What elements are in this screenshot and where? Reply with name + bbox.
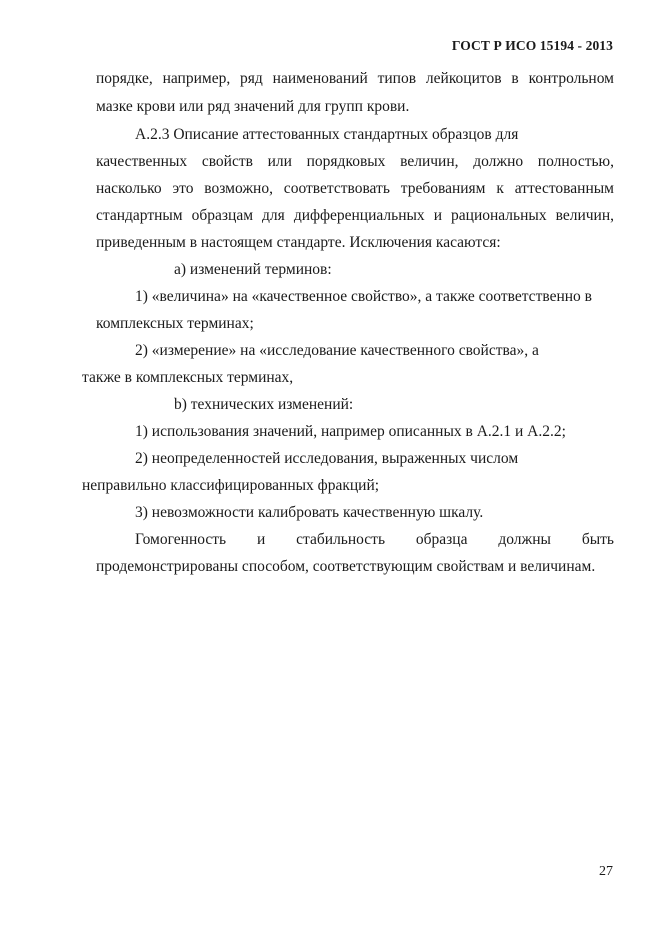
text-line: стандартным образцам для дифференциальных и рациональных величин, — [96, 207, 614, 224]
section-heading-a23: А.2.3 Описание аттестованных стандартных образцов для — [135, 126, 519, 143]
text-line: также в комплексных терминах, — [82, 369, 294, 386]
text-line: порядке, например, ряд наименований типов лейкоцитов в контрольном — [96, 70, 614, 87]
text-line: мазке крови или ряд значений для групп крови. — [96, 98, 410, 115]
text-line: насколько это возможно, соответствовать требованиям к аттестованным — [96, 180, 614, 197]
text-line: продемонстрированы способом, соответствующим свойствам и величинам. — [96, 558, 596, 575]
document-header: ГОСТ Р ИСО 15194 - 2013 — [451, 38, 613, 53]
text-line: приведенным в настоящем стандарте. Исключения касаются: — [96, 234, 501, 251]
page-number: 27 — [599, 864, 613, 879]
list-item-b3: 3) невозможности калибровать качественную шкалу. — [135, 504, 484, 521]
list-item-a1: 1) «величина» на «качественное свойство», а также соответственно в — [135, 288, 592, 305]
text-line: неправильно классифицированных фракций; — [82, 477, 380, 494]
list-item-a2: 2) «измерение» на «исследование качественного свойства», а — [135, 342, 539, 359]
list-item-b2: 2) неопределенностей исследования, выраженных числом — [135, 450, 519, 467]
text-line: комплексных терминах; — [96, 315, 254, 332]
text-line: Гомогенность и стабильность образца должны быть — [135, 531, 614, 548]
list-item-b1: 1) использования значений, например описанных в А.2.1 и А.2.2; — [135, 423, 566, 440]
list-item-b: b) технических изменений: — [174, 396, 354, 413]
list-item-a: а) изменений терминов: — [174, 261, 332, 278]
text-line: качественных свойств или порядковых величин, должно полностью, — [96, 153, 614, 170]
